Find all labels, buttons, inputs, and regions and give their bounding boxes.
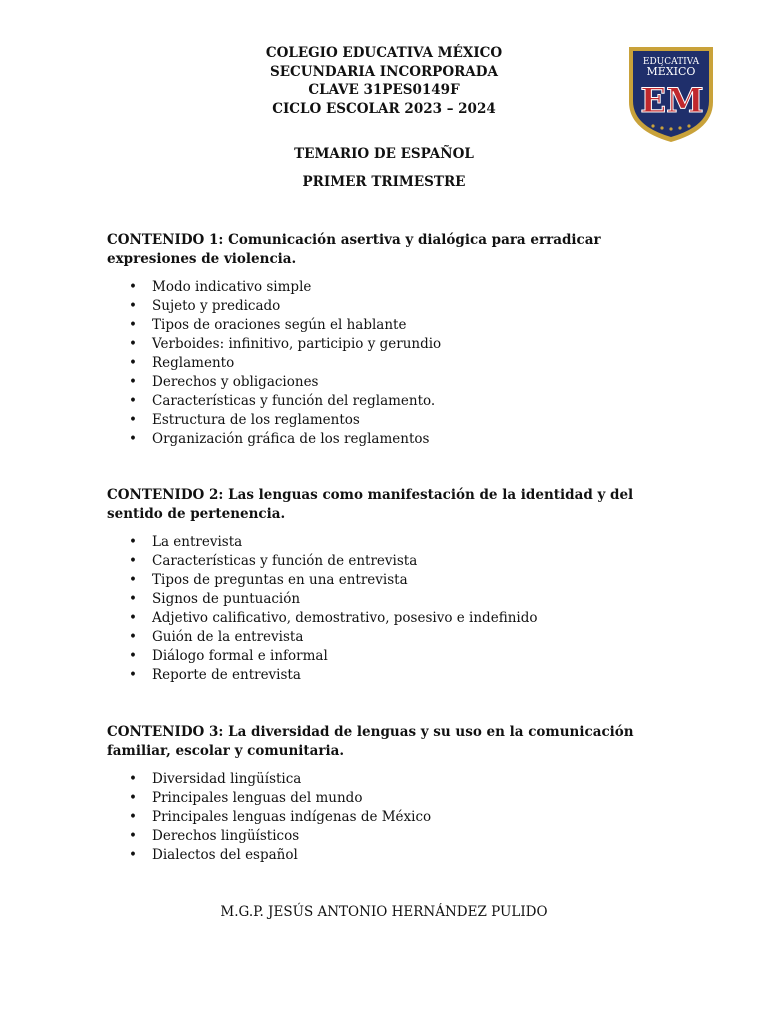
content-section-3 [107, 723, 667, 865]
school-year: CICLO ESCOLAR 2023 – 2024 [272, 100, 496, 117]
topic-list [107, 770, 667, 865]
list-item: • Modo indicativo simple [107, 278, 667, 297]
list-item: • Características y función de entrevista [107, 552, 667, 571]
logo-initials: EM [640, 81, 704, 121]
list-item: • Tipos de preguntas en una entrevista [107, 571, 667, 590]
term-title: PRIMER TRIMESTRE [302, 174, 466, 190]
logo-name: MÉXICO [646, 65, 696, 78]
school-code: CLAVE 31PES0149F [308, 82, 460, 98]
list-item: • Dialectos del español [107, 846, 667, 865]
list-item: • Reglamento [107, 354, 667, 373]
content-section-2 [107, 486, 667, 685]
list-item: • Diálogo formal e informal [107, 647, 667, 666]
shield-icon [626, 44, 716, 144]
school-logo [626, 44, 716, 144]
list-item: • Organización gráfica de los reglamentos [107, 430, 667, 449]
list-item: • La entrevista [107, 533, 667, 552]
list-item: • Diversidad lingüística [107, 770, 667, 789]
list-item: • Tipos de oraciones según el hablante [107, 316, 667, 335]
list-item: • Adjetivo calificativo, demostrativo, posesivo e indefinido [107, 609, 667, 628]
section-title: CONTENIDO 3: La diversidad de lenguas y su uso en la comunicación familiar, escolar y comunitaria. [107, 724, 634, 759]
list-item: • Principales lenguas indígenas de México [107, 808, 667, 827]
section-title: CONTENIDO 2: Las lenguas como manifestación de la identidad y del sentido de pertenencia. [107, 487, 634, 522]
list-item: • Características y función del reglamento. [107, 392, 667, 411]
list-item: • Guión de la entrevista [107, 628, 667, 647]
school-name: COLEGIO EDUCATIVA MÉXICO [265, 45, 503, 61]
logo-top-text: EDUCATIVA [642, 57, 700, 67]
subject-title: TEMARIO DE ESPAÑOL [294, 146, 474, 162]
topic-list [107, 278, 667, 449]
teacher-signature: M.G.P. JESÚS ANTONIO HERNÁNDEZ PULIDO [220, 904, 548, 920]
list-item: • Signos de puntuación [107, 590, 667, 609]
topic-list [107, 533, 667, 685]
list-item: • Derechos y obligaciones [107, 373, 667, 392]
list-item: • Estructura de los reglamentos [107, 411, 667, 430]
list-item: • Reporte de entrevista [107, 666, 667, 685]
school-type: SECUNDARIA INCORPORADA [270, 63, 498, 80]
content-section-1 [107, 231, 667, 449]
section-title: CONTENIDO 1: Comunicación asertiva y dialógica para erradicar expresiones de violencia. [107, 232, 601, 267]
list-item: • Sujeto y predicado [107, 297, 667, 316]
list-item: • Derechos lingüísticos [107, 827, 667, 846]
list-item: • Principales lenguas del mundo [107, 789, 667, 808]
list-item: • Verboides: infinitivo, participio y gerundio [107, 335, 667, 354]
